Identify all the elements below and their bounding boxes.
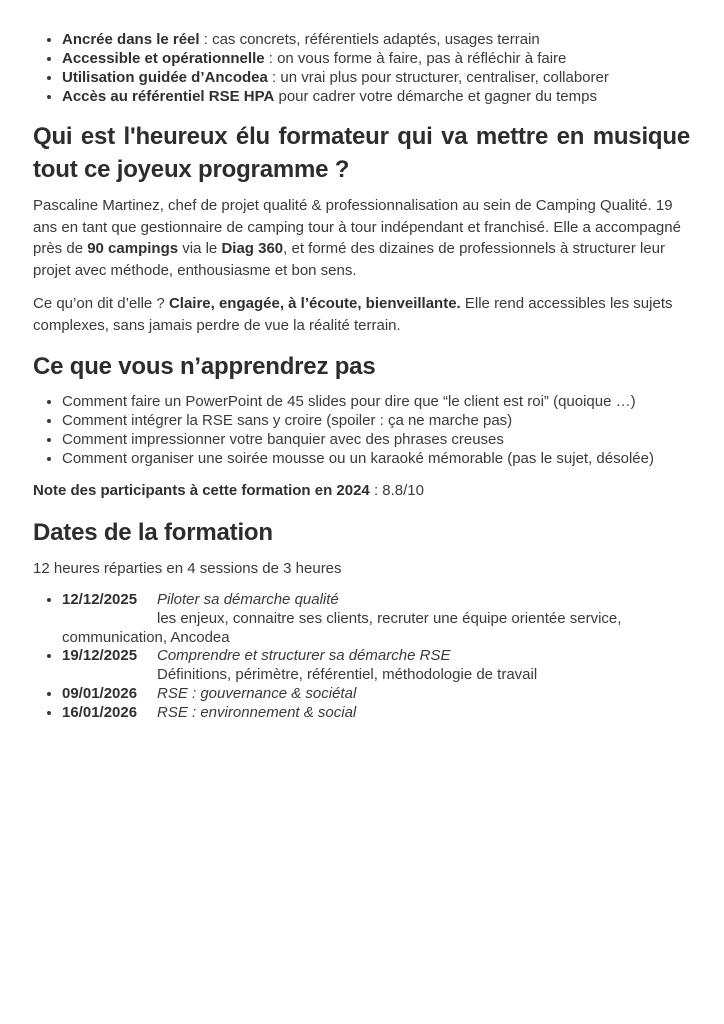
rating-note-label: Note des participants à cette formation en 2024 xyxy=(33,482,370,499)
benefit-item-lead: Utilisation guidée d’Ancodea xyxy=(62,69,268,86)
session-line xyxy=(62,591,690,610)
session-item xyxy=(62,685,690,704)
rating-note xyxy=(33,480,690,502)
session-description: les enjeux, connaitre ses clients, recruter une équipe orientée service, communication, Ancodea xyxy=(62,609,622,646)
trainer-bio-text: via le xyxy=(178,240,222,257)
trainer-bio-text: Pascaline Martinez, chef de projet qualité & professionnalisation au sein de Camping Qualité. 19 ans en tant que gestionnaire de camping tour à tour indépendant et franchisé. Elle a accompagné près de xyxy=(33,197,681,257)
session-item xyxy=(62,647,690,685)
not-learn-item: • Comment impressionner votre banquier avec des phrases creuses xyxy=(62,430,690,449)
session-line xyxy=(62,704,690,723)
session-title: Comprendre et structurer sa démarche RSE xyxy=(157,647,451,665)
session-date: 09/01/2026 xyxy=(62,684,138,702)
trainer-bio xyxy=(33,195,690,281)
session-line xyxy=(62,647,690,666)
benefits-list xyxy=(33,30,690,106)
not-learn-item: • Comment faire un PowerPoint de 45 slides pour dire que “le client est roi” (quoique …) xyxy=(62,392,690,411)
trainer-heading: Qui est l'heureux élu formateur qui va mettre en musique tout ce joyeux programme ? xyxy=(33,123,690,183)
benefit-item-lead: Ancrée dans le réel xyxy=(62,31,200,48)
session-date: 19/12/2025 xyxy=(62,647,138,665)
sessions-list xyxy=(33,591,690,723)
trainer-quote-bold: Claire, engagée, à l’écoute, bienveillante. xyxy=(168,295,461,312)
benefit-item xyxy=(62,87,690,106)
trainer-bio-text: , et formé des dizaines de professionnels à structurer leur projet avec méthode, enthousiasme et bon sens. xyxy=(33,240,665,279)
trainer-bio-bold: 90 campings xyxy=(87,240,179,257)
session-description: Définitions, périmètre, référentiel, méthodologie de travail xyxy=(157,666,538,684)
benefit-item xyxy=(62,68,690,87)
session-title: RSE : gouvernance & sociétal xyxy=(157,684,357,702)
session-title: Piloter sa démarche qualité xyxy=(157,591,339,608)
benefit-item-lead: Accessible et opérationnelle xyxy=(62,50,265,67)
benefit-item xyxy=(62,30,690,49)
benefit-item xyxy=(62,49,690,68)
sessions-summary: 12 heures réparties en 4 sessions de 3 heures xyxy=(33,559,342,577)
not-learn-item: • Comment organiser une soirée mousse ou un karaoké mémorable (pas le sujet, désolée) xyxy=(62,449,690,468)
trainer-bio-bold: Diag 360 xyxy=(221,240,284,257)
trainer-quote-text: Ce qu’on dit d’elle ? xyxy=(33,295,169,312)
benefit-item-text: : cas concrets, référentiels adaptés, usages terrain xyxy=(199,31,540,48)
session-date: 12/12/2025 xyxy=(62,591,138,608)
benefit-item-text: : on vous forme à faire, pas à réfléchir à faire xyxy=(264,50,567,67)
benefit-item-text: pour cadrer votre démarche et gagner du temps xyxy=(274,88,597,105)
not-learn-item: • Comment intégrer la RSE sans y croire (spoiler : ça ne marche pas) xyxy=(62,411,690,430)
session-date: 16/01/2026 xyxy=(62,703,138,721)
not-learn-heading: Ce que vous n’apprendrez pas xyxy=(33,353,376,380)
session-title: RSE : environnement & social xyxy=(157,703,357,721)
benefit-item-text: : un vrai plus pour structurer, centraliser, collaborer xyxy=(267,69,609,86)
not-learn-list xyxy=(33,392,690,468)
session-item xyxy=(62,591,690,647)
benefit-item-lead: Accès au référentiel RSE HPA xyxy=(62,88,275,105)
rating-note-score: : 8.8/10 xyxy=(369,482,424,499)
session-line xyxy=(62,685,690,704)
trainer-quote-text: Elle rend accessibles les sujets complexes, sans jamais perdre de vue la réalité terrain. xyxy=(33,295,673,334)
session-item xyxy=(62,704,690,723)
trainer-quote xyxy=(33,293,690,336)
dates-heading: Dates de la formation xyxy=(33,518,273,546)
